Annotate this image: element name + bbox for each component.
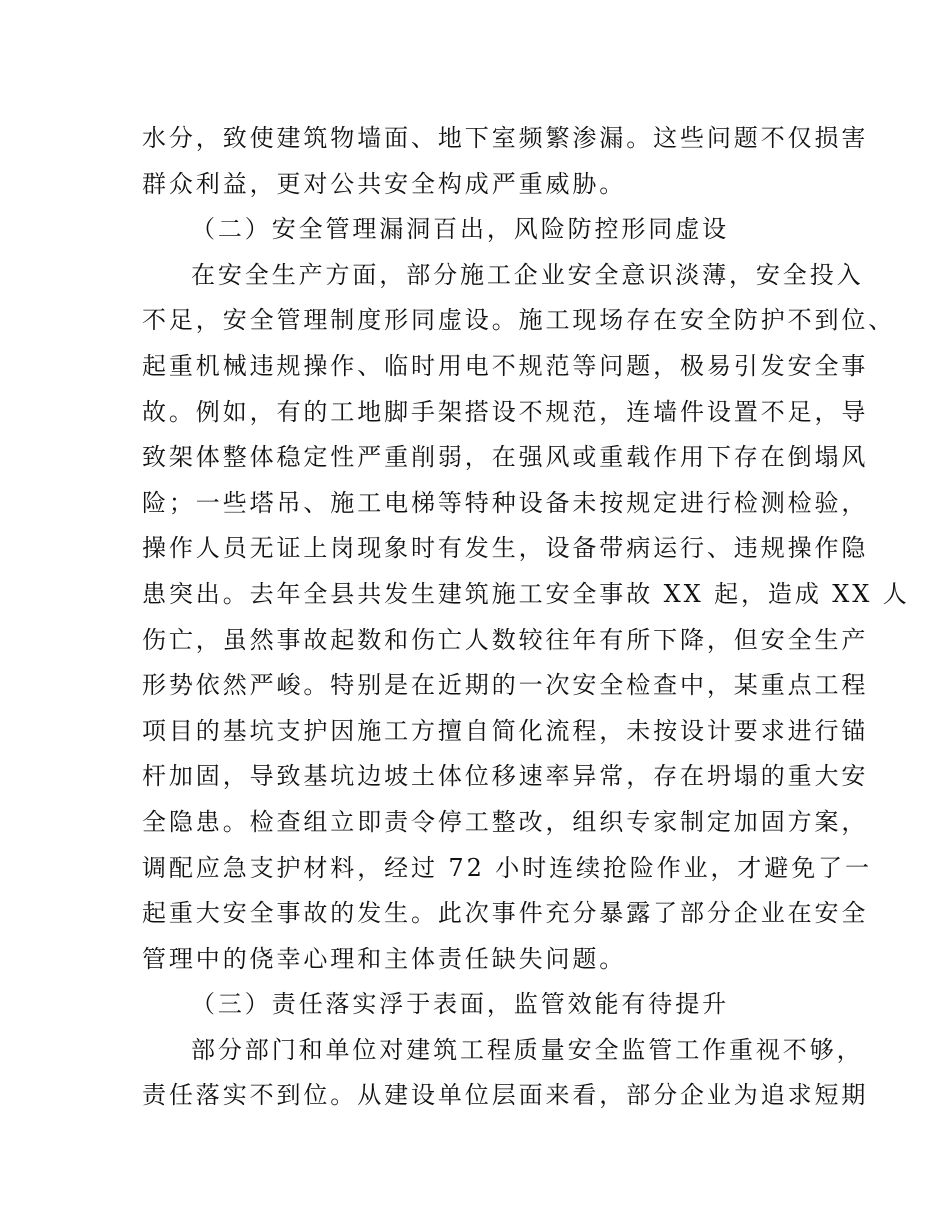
paragraph-first-line: 部分部门和单位对建筑工程质量安全监管工作重视不够，: [191, 1035, 864, 1064]
body-line: 管理中的侥幸心理和主体责任缺失问题。: [142, 944, 627, 973]
document-body: [142, 116, 910, 1119]
body-line: 项目的基坑支护因施工方擅自简化流程，未按设计要求进行锚: [142, 716, 869, 745]
body-line: 险；一些塔吊、施工电梯等特种设备未按规定进行检测检验，: [142, 488, 869, 517]
body-line: 故。例如，有的工地脚手架搭设不规范，连墙件设置不足，导: [142, 397, 869, 426]
body-line: 起重大安全事故的发生。此次事件充分暴露了部分企业在安全: [142, 899, 869, 928]
paragraph-first-line: 在安全生产方面，部分施工企业安全意识淡薄，安全投入: [191, 260, 864, 289]
body-line: 群众利益，更对公共安全构成严重威胁。: [142, 169, 627, 198]
body-line: 全隐患。检查组立即责令停工整改，组织专家制定加固方案，: [142, 807, 869, 836]
body-line: 伤亡，虽然事故起数和伤亡人数较往年有所下降，但安全生产: [142, 625, 869, 654]
body-line: 不足，安全管理制度形同虚设。施工现场存在安全防护不到位、: [142, 306, 896, 335]
section-heading: （三）责任落实浮于表面，监管效能有待提升: [191, 990, 729, 1019]
body-line: 致架体整体稳定性严重削弱，在强风或重载作用下存在倒塌风: [142, 443, 869, 472]
section-heading: （二）安全管理漏洞百出，风险防控形同虚设: [191, 215, 729, 244]
body-line: 患突出。去年全县共发生建筑施工安全事故 XX 起，造成 XX 人: [142, 579, 910, 608]
body-line: 责任落实不到位。从建设单位层面来看，部分企业为追求短期: [142, 1081, 869, 1110]
body-line: 杆加固，导致基坑边坡土体位移速率异常，存在坍塌的重大安: [142, 762, 869, 791]
body-line: 形势依然严峻。特别是在近期的一次安全检查中，某重点工程: [142, 671, 869, 700]
body-line: 操作人员无证上岗现象时有发生，设备带病运行、违规操作隐: [142, 534, 869, 563]
body-line: 水分，致使建筑物墙面、地下室频繁渗漏。这些问题不仅损害: [142, 124, 869, 152]
body-line: 调配应急支护材料，经过 72 小时连续抢险作业，才避免了一: [142, 853, 872, 882]
body-line: 起重机械违规操作、临时用电不规范等问题，极易引发安全事: [142, 351, 869, 380]
